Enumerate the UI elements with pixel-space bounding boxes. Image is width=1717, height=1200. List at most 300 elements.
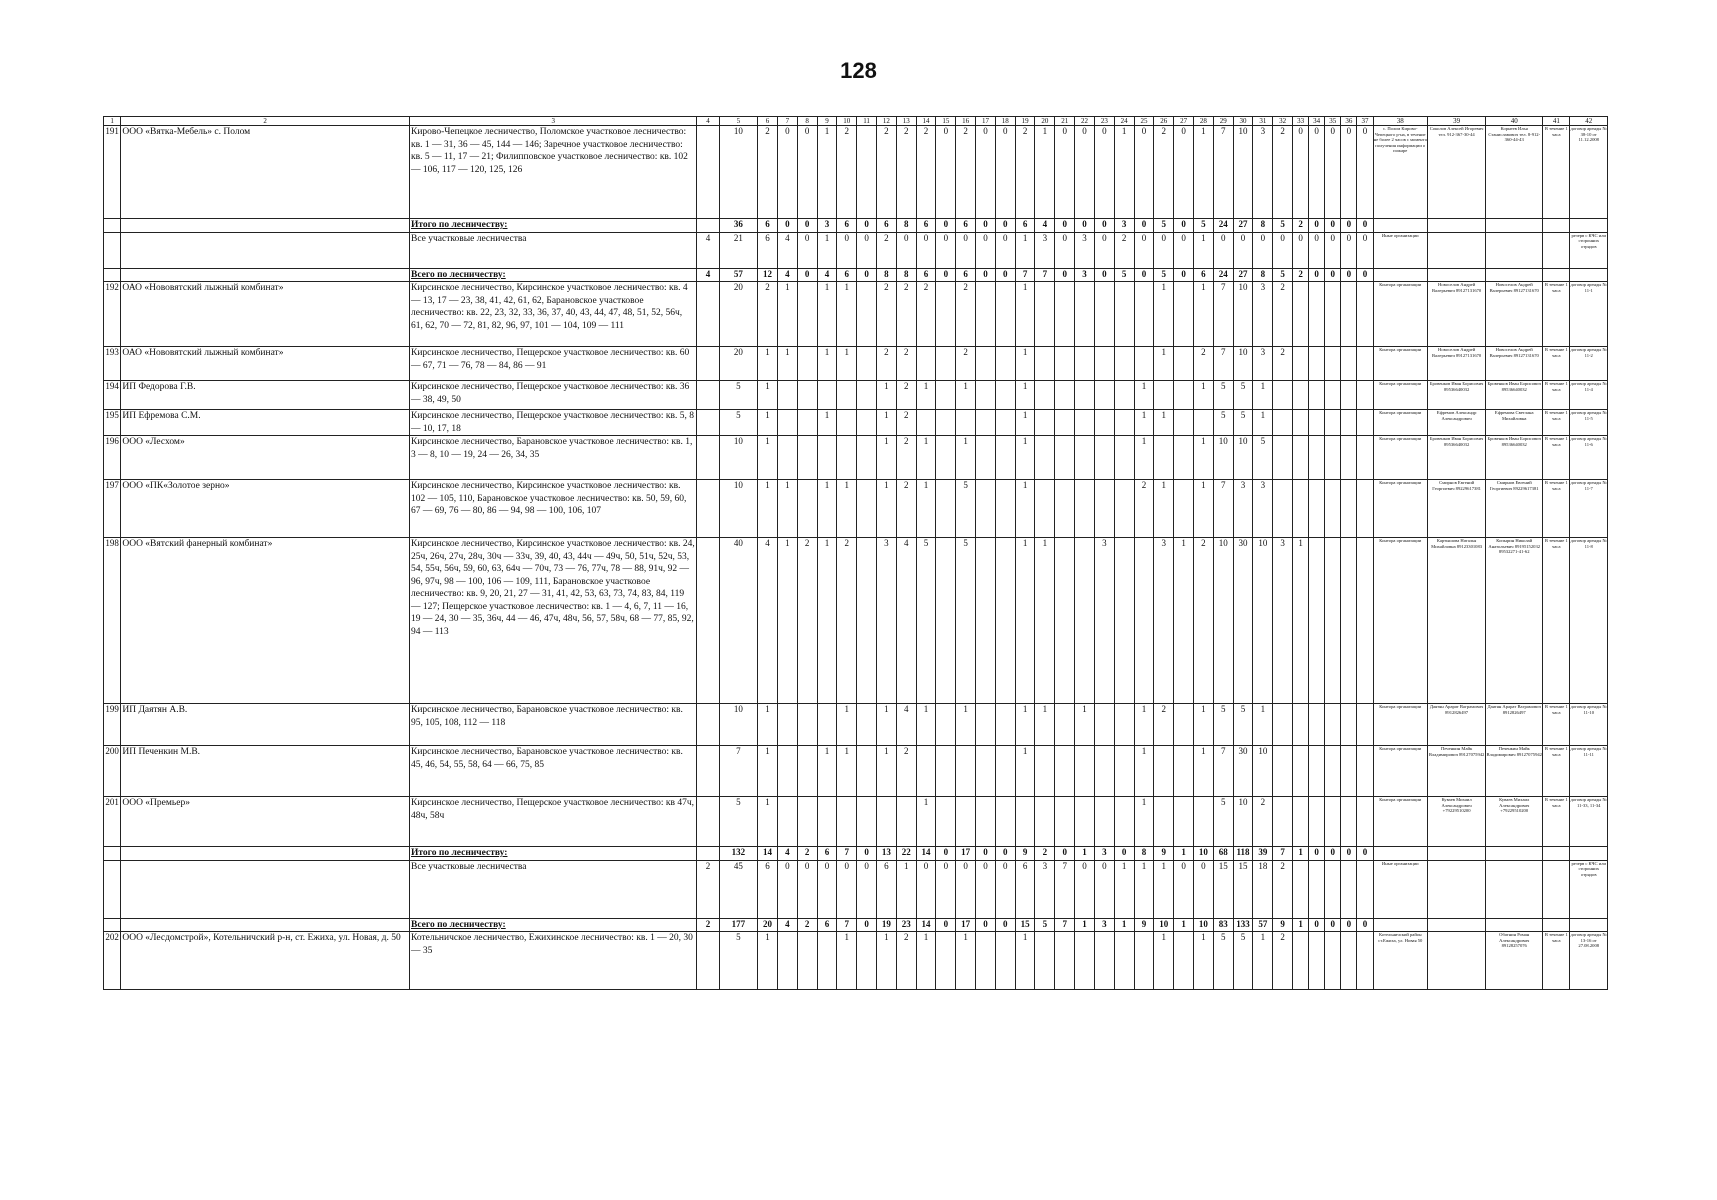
table-cell [936,347,956,381]
table-cell [1114,410,1134,436]
column-number: 5 [719,117,757,126]
table-cell [104,268,121,282]
table-cell: Кирсинское лесничество, Кирсинское участковое лесничество: кв. 24, 25ч, 26ч, 27ч, 28ч, 30ч — 33ч, 39, 40, 43, 44ч — 49ч, 50, 51ч, 52ч, 53, 54, 55ч, 56ч, 59, 60, 63, 64ч — 70ч, 73 — 76, 77ч, 78 — 88, 91ч, 92 — 96, 97ч, 98 — 100, 106 — 109, 111, Барановское участковое лесничество: кв. 9, 20, 21, 27 — 31, 41, 42, 53, 63, 73, 74, 83, 84, 119 — 127; Пещерское участковое лесничество: кв. 1 — 4, 6, 7, 11 — 16, 19 — 24, 30 — 35, 36ч, 44 — 46, 47ч, 48ч, 56, 57, 58ч, 68 — 77, 85, 92, 94 — 113 [410,538,697,704]
table-cell: 1 [837,704,857,746]
table-cell [1174,480,1194,538]
table-cell: 1 [1293,918,1309,932]
table-cell: 0 [1134,232,1154,268]
table-cell: 0 [1341,126,1357,219]
table-cell [104,860,121,918]
table-cell [1543,847,1570,861]
table-cell [1094,480,1114,538]
table-cell: 27 [1233,219,1253,233]
table-row [104,436,1608,480]
table-cell: 1 [837,480,857,538]
table-cell [995,746,1015,797]
table-cell [1357,538,1373,704]
table-cell [1273,381,1293,410]
table-cell: 5 [719,410,757,436]
table-cell [817,704,837,746]
table-cell [1341,381,1357,410]
table-cell [121,860,410,918]
table-cell: В течение 1 часа [1543,746,1570,797]
table-cell: Соколов Алексей Игоревич тел. 912-367-30-44 [1428,126,1486,219]
table-cell: 4 [697,232,719,268]
table-cell [1357,797,1373,847]
table-cell [1341,282,1357,347]
table-cell: В течение 1 часа [1543,538,1570,704]
table-cell: Новоселов Андрей Валерьевич 89127131670 [1428,282,1486,347]
table-cell: 0 [857,918,877,932]
column-number: 24 [1114,117,1134,126]
table-cell: 5 [719,932,757,990]
table-cell: ООО «Вятка-Мебель» с. Полом [121,126,410,219]
table-cell [837,797,857,847]
table-cell: 0 [936,847,956,861]
table-cell: 1 [1193,480,1213,538]
table-cell: 0 [857,268,877,282]
table-cell [1055,347,1075,381]
table-cell: 10 [1213,436,1233,480]
table-cell: 0 [797,232,817,268]
table-cell [1094,797,1114,847]
table-cell [697,126,719,219]
table-cell: 8 [876,268,896,282]
table-cell: 0 [1357,126,1373,219]
table-cell [1154,436,1174,480]
table-cell: 0 [936,268,956,282]
table-cell [1015,797,1035,847]
table-cell: 6 [817,847,837,861]
table-cell: 2 [1193,538,1213,704]
table-cell [995,282,1015,347]
table-row [104,860,1608,918]
table-cell [837,436,857,480]
table-cell: Кирсинское лесничество, Кирсинское участковое лесничество: кв. 102 — 105, 110, Барановское участковое лесничество: кв. 50, 59, 60, 67 — 69, 76 — 80, 86 — 94, 98 — 100, 106, 107 [410,480,697,538]
column-number: 10 [837,117,857,126]
table-cell: 0 [1134,268,1154,282]
table-cell: Новоселов Андрей Валерьевич 89127131670 [1486,282,1543,347]
table-cell: 0 [976,860,996,918]
table-cell: 4 [896,538,916,704]
table-cell: 0 [797,219,817,233]
table-cell [1428,847,1486,861]
forest-fire-resources-table [103,116,1608,990]
table-cell: В течение 1 часа [1543,282,1570,347]
table-cell: 40 [719,538,757,704]
table-cell: Всего по лесничеству: [410,918,697,932]
table-cell: 0 [1309,219,1325,233]
column-number: 16 [956,117,976,126]
table-cell: 1 [1193,126,1213,219]
table-cell [1134,932,1154,990]
table-cell: Кирсинское лесничество, Барановское участковое лесничество: кв. 1, 3 — 8, 10 — 19, 24 — 26, 34, 35 [410,436,697,480]
table-cell [1055,480,1075,538]
column-number: 13 [896,117,916,126]
table-cell: 5 [1213,797,1233,847]
table-cell: 0 [1134,126,1154,219]
table-cell [797,436,817,480]
table-cell: 6 [837,219,857,233]
table-cell: 2 [1015,126,1035,219]
table-cell: 1 [1075,704,1095,746]
table-cell: 0 [1174,219,1194,233]
table-cell: 0 [857,219,877,233]
table-cell: 0 [1309,268,1325,282]
table-cell [1357,480,1373,538]
table-cell [777,932,797,990]
table-cell: 0 [1357,847,1373,861]
table-cell [1075,746,1095,797]
table-cell [1134,347,1154,381]
table-cell: 1 [837,347,857,381]
table-cell: 2 [896,347,916,381]
table-cell: 0 [857,860,877,918]
table-cell: 2 [1035,847,1055,861]
table-cell: 1 [916,381,936,410]
table-cell [1428,860,1486,918]
table-cell: 2 [758,126,778,219]
table-cell [976,347,996,381]
table-cell [1341,704,1357,746]
table-cell [1114,436,1134,480]
table-cell [837,381,857,410]
table-cell: 1 [758,381,778,410]
table-cell: 1 [1035,538,1055,704]
table-cell: Контора организации [1373,282,1428,347]
table-cell: 0 [1273,232,1293,268]
table-cell [1174,797,1194,847]
table-cell [936,704,956,746]
table-cell: 3 [1114,219,1134,233]
table-cell: 7 [1213,282,1233,347]
table-cell: 0 [837,232,857,268]
table-cell: 1 [1015,232,1035,268]
table-cell: 0 [1055,268,1075,282]
table-cell: 14 [916,847,936,861]
table-cell [1094,436,1114,480]
table-cell [1325,480,1341,538]
table-cell: В течение 1 часа [1543,704,1570,746]
table-cell: Куваев Михаил Александрович +79229510200 [1428,797,1486,847]
column-number: 36 [1341,117,1357,126]
table-cell: 2 [1134,480,1154,538]
column-number-row [104,117,1608,126]
table-cell [857,282,877,347]
table-cell [797,347,817,381]
table-cell [1273,436,1293,480]
table-cell: 1 [876,746,896,797]
column-number: 40 [1486,117,1543,126]
table-cell [995,932,1015,990]
table-cell: Иные организации [1373,232,1428,268]
table-cell: 6 [916,219,936,233]
table-cell: договор аренды № 38-10 от 11.12.2008 [1570,126,1608,219]
table-cell: Контора организации [1373,538,1428,704]
table-cell: Контора организации [1373,347,1428,381]
table-cell [1055,746,1075,797]
table-cell: 5 [1213,381,1233,410]
table-cell [1357,932,1373,990]
table-cell [817,381,837,410]
table-cell: 3 [1075,268,1095,282]
table-cell [1325,932,1341,990]
table-cell: 0 [1293,232,1309,268]
table-cell: 3 [1154,538,1174,704]
table-cell: Кирсинское лесничество, Барановское участковое лесничество: кв. 95, 105, 108, 112 — 118 [410,704,697,746]
table-cell: 1 [876,480,896,538]
table-cell: 6 [1015,860,1035,918]
table-cell [1114,480,1134,538]
table-cell: 5 [1154,219,1174,233]
table-cell [1174,410,1194,436]
table-cell [797,282,817,347]
table-cell [697,480,719,538]
table-cell [1373,918,1428,932]
table-cell: 1 [817,232,837,268]
column-number: 8 [797,117,817,126]
table-cell: 5 [1273,219,1293,233]
table-cell: 30 [1233,746,1253,797]
column-number: 29 [1213,117,1233,126]
table-cell: 3 [1035,860,1055,918]
table-cell: 1 [1293,538,1309,704]
table-cell: 1 [777,347,797,381]
table-cell: 4 [896,704,916,746]
table-cell: 1 [876,436,896,480]
table-cell: 1 [758,347,778,381]
table-cell [1094,932,1114,990]
table-cell: 7 [719,746,757,797]
table-cell: 0 [1233,232,1253,268]
table-row [104,932,1608,990]
column-number: 42 [1570,117,1608,126]
table-cell [976,282,996,347]
table-cell: 1 [1035,126,1055,219]
column-number: 18 [995,117,1015,126]
table-cell [876,797,896,847]
table-cell: 0 [1325,847,1341,861]
table-cell: 17 [956,847,976,861]
table-cell [1325,538,1341,704]
table-cell: 1 [1134,746,1154,797]
table-cell: 1 [1015,746,1035,797]
table-cell: Копырин Николай Анатольевич 89195152032 89532271-41-62 [1486,538,1543,704]
table-cell [857,410,877,436]
table-cell: 0 [1325,126,1341,219]
table-cell: 0 [1094,219,1114,233]
table-cell [1325,860,1341,918]
summary-row [104,918,1608,932]
table-cell: 5 [1233,381,1253,410]
table-cell [697,847,719,861]
column-number: 38 [1373,117,1428,126]
table-cell: 10 [1233,797,1253,847]
table-cell: 2 [896,410,916,436]
table-cell: договор аренды № 11-6 [1570,436,1608,480]
table-cell [857,381,877,410]
table-cell: 1 [916,797,936,847]
table-cell: Бровенков Иван Борисович 89536640032 [1428,436,1486,480]
table-cell: 1 [1134,436,1154,480]
column-number: 22 [1075,117,1095,126]
table-cell: Кирсинское лесничество, Пещерское участковое лесничество: кв. 5, 8 — 10, 17, 18 [410,410,697,436]
table-cell [1309,704,1325,746]
table-cell: Контора организации [1373,746,1428,797]
table-cell [817,932,837,990]
table-cell [995,797,1015,847]
table-cell [1055,436,1075,480]
table-cell: 2 [896,932,916,990]
table-cell: 6 [1193,268,1213,282]
table-cell: 10 [1213,538,1233,704]
page-number: 128 [840,58,877,83]
table-cell [976,538,996,704]
table-cell: 0 [777,860,797,918]
table-cell [1341,436,1357,480]
table-cell: 0 [1309,847,1325,861]
table-cell [1055,797,1075,847]
table-cell: Печенкин Майк Владимирович 89127075942 [1486,746,1543,797]
table-cell: 7 [1055,860,1075,918]
table-cell [1174,381,1194,410]
table-cell [1075,347,1095,381]
table-cell [1325,347,1341,381]
table-cell [1193,797,1213,847]
table-cell: 10 [1233,347,1253,381]
table-cell [1309,538,1325,704]
table-cell [1543,860,1570,918]
table-cell: ОАО «Нововятский лыжный комбинат» [121,282,410,347]
column-number: 19 [1015,117,1035,126]
table-cell: 2 [1273,860,1293,918]
table-cell: 1 [1193,381,1213,410]
table-cell [1174,282,1194,347]
table-cell: 1 [956,932,976,990]
column-number: 2 [121,117,410,126]
table-cell: 21 [719,232,757,268]
table-cell: 14 [758,847,778,861]
table-cell [104,847,121,861]
table-cell [1174,436,1194,480]
table-cell: 0 [1341,847,1357,861]
table-cell: 15 [1233,860,1253,918]
table-cell: 1 [817,347,837,381]
table-cell: 1 [1114,860,1134,918]
table-cell: 1 [777,480,797,538]
table-cell: 0 [936,860,956,918]
column-number: 37 [1357,117,1373,126]
table-cell: 2 [896,436,916,480]
table-cell: 1 [817,746,837,797]
table-cell [857,932,877,990]
table-cell: 0 [1174,860,1194,918]
table-cell: 0 [1075,219,1095,233]
table-cell [976,746,996,797]
table-cell [1114,381,1134,410]
table-cell: 2 [697,918,719,932]
table-cell: 68 [1213,847,1233,861]
table-cell [916,347,936,381]
table-cell: 2 [1154,126,1174,219]
table-cell [1055,538,1075,704]
table-cell: 1 [817,282,837,347]
table-cell: 0 [896,232,916,268]
table-cell [976,704,996,746]
table-cell: 2 [896,746,916,797]
table-cell: 0 [797,860,817,918]
table-cell: 2 [916,282,936,347]
column-number: 23 [1094,117,1114,126]
table-cell: договор аренды № 11-1 [1570,282,1608,347]
table-cell: 1 [817,480,837,538]
table-cell [1114,282,1134,347]
table-cell: 10 [719,126,757,219]
table-cell: договор аренды № 11-2 [1570,347,1608,381]
table-cell: 5 [1233,704,1253,746]
table-cell [1035,381,1055,410]
table-cell: 0 [1325,232,1341,268]
table-cell: 4 [777,232,797,268]
table-cell [1293,860,1309,918]
table-cell: 0 [995,126,1015,219]
table-cell: 4 [777,847,797,861]
table-cell: договор аренды № 11-11 [1570,746,1608,797]
table-cell: 0 [1114,847,1134,861]
table-cell: 0 [1357,268,1373,282]
column-number: 7 [777,117,797,126]
column-number: 3 [410,117,697,126]
table-cell: 7 [837,918,857,932]
table-cell [956,797,976,847]
table-cell: ООО «Вятский фанерный комбинат» [121,538,410,704]
table-cell: договор аренды № 11-7 [1570,480,1608,538]
table-cell [976,932,996,990]
table-cell: 0 [1341,268,1357,282]
table-cell: 1 [876,410,896,436]
table-cell: 5 [1154,268,1174,282]
table-cell [1114,746,1134,797]
table-cell: Корнеев Илья Станиславович тел. 8-912-360-44-43 [1486,126,1543,219]
table-cell [1174,746,1194,797]
table-cell [1293,704,1309,746]
table-cell: 2 [797,918,817,932]
table-cell: 1 [777,538,797,704]
table-cell: В течение 1 часа [1543,480,1570,538]
column-number: 41 [1543,117,1570,126]
table-cell: 0 [1055,847,1075,861]
table-cell: 0 [995,847,1015,861]
table-cell: 1 [916,704,936,746]
table-cell: договор аренды № 11-5 [1570,410,1608,436]
table-cell: договор аренды № 11-10 [1570,704,1608,746]
summary-row [104,847,1608,861]
table-cell: 0 [1174,232,1194,268]
table-cell: 83 [1213,918,1233,932]
table-cell: 5 [1233,932,1253,990]
table-cell: 5 [1193,219,1213,233]
table-cell: 198 [104,538,121,704]
table-cell: 9 [1154,847,1174,861]
table-cell: 1 [916,436,936,480]
table-cell: 0 [1309,126,1325,219]
table-cell: 23 [896,918,916,932]
table-cell: 20 [758,918,778,932]
table-cell [1293,347,1309,381]
table-cell: 1 [1154,860,1174,918]
table-cell [697,704,719,746]
table-cell: 3 [876,538,896,704]
